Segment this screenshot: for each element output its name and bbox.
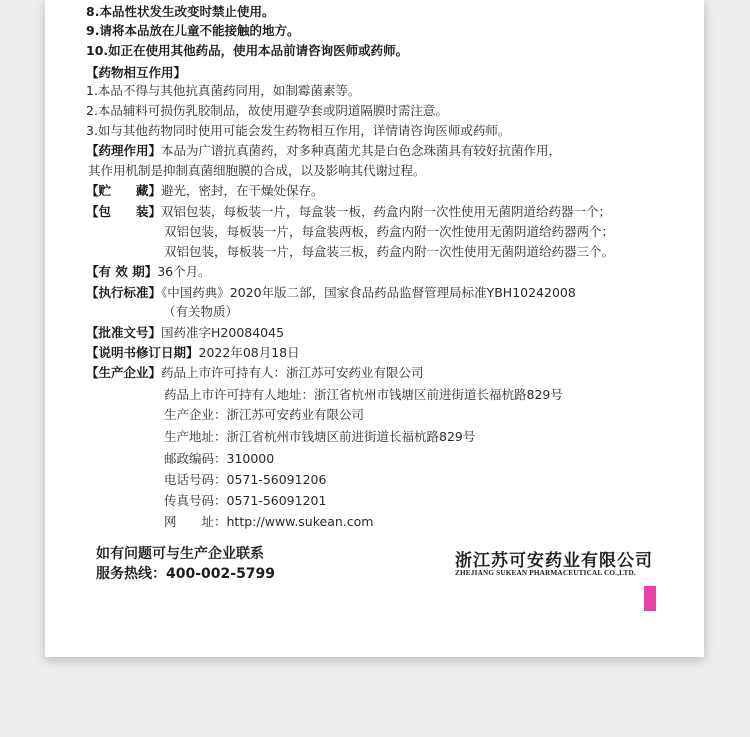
storage-row — [86, 182, 324, 200]
interaction-item-3: 3.如与其他药物同时使用可能会发生药物相互作用，详情请咨询医师或药师。 — [86, 123, 511, 138]
contact-note: 如有问题可与生产企业联系 — [96, 546, 264, 562]
approval-text: 国药准字H20084045 — [161, 325, 285, 340]
packaging-row — [86, 203, 611, 221]
manufacturer-heading: 【生产企业】 — [86, 365, 162, 380]
revision-row — [86, 344, 300, 362]
validity-heading: 【有 效 期】 — [86, 264, 158, 279]
manufacturer-line-6: 电话号码：0571-56091206 — [164, 472, 327, 487]
color-marker — [644, 586, 656, 611]
manufacturer-line-8: 网 址：http://www.sukean.com — [164, 514, 374, 529]
standard-text-2: （有关物质） — [163, 304, 239, 319]
precaution-9: 9.请将本品放在儿童不能接触的地方。 — [86, 23, 300, 38]
standard-heading: 【执行标准】 — [86, 285, 162, 300]
pharmacology-row — [86, 142, 561, 160]
revision-text: 2022年08月18日 — [198, 345, 300, 360]
manufacturer-line-2: 药品上市许可持有人地址：浙江省杭州市钱塘区前进街道长福杭路829号 — [164, 387, 563, 402]
pharmacology-heading: 【药理作用】 — [86, 143, 162, 158]
packaging-heading: 【包 装】 — [86, 204, 162, 219]
validity-row — [86, 263, 211, 281]
interaction-item-1: 1.本品不得与其他抗真菌药同用，如制霉菌素等。 — [86, 83, 361, 98]
storage-text: 避光，密封，在干燥处保存。 — [161, 183, 324, 198]
standard-text: 《中国药典》2020年版二部，国家食品药品监督管理局标准YBH10242008 — [161, 285, 576, 300]
pharmacology-text: 本品为广谱抗真菌药，对多种真菌尤其是白色念珠菌具有较好抗菌作用， — [161, 143, 562, 158]
storage-heading: 【贮 藏】 — [86, 183, 162, 198]
packaging-line-3: 双铝包装，每板装一片，每盒装三板，药盒内附一次性使用无菌阴道给药器三个。 — [164, 244, 615, 259]
approval-heading: 【批准文号】 — [86, 325, 162, 340]
packaging-line-2: 双铝包装，每板装一片，每盒装两板，药盒内附一次性使用无菌阴道给药器两个； — [164, 224, 615, 239]
interactions-heading: 【药物相互作用】 — [86, 65, 187, 80]
company-name-cn: 浙江苏可安药业有限公司 — [455, 551, 653, 571]
company-name-en: ZHEJIANG SUKEAN PHARMACEUTICAL CO.,LTD. — [455, 569, 636, 577]
precaution-8: 8.本品性状发生改变时禁止使用。 — [86, 4, 275, 19]
manufacturer-line-1: 药品上市许可持有人：浙江苏可安药业有限公司 — [161, 365, 424, 380]
revision-heading: 【说明书修订日期】 — [86, 345, 199, 360]
precaution-10: 10.如正在使用其他药品，使用本品前请咨询医师或药师。 — [86, 43, 409, 58]
standard-row — [86, 284, 576, 302]
validity-text: 36个月。 — [157, 264, 211, 279]
service-hotline: 服务热线：400-002-5799 — [96, 566, 276, 582]
approval-row — [86, 324, 284, 342]
manufacturer-line-4: 生产地址：浙江省杭州市钱塘区前进街道长福杭路829号 — [164, 429, 476, 444]
manufacturer-line-7: 传真号码：0571-56091201 — [164, 493, 327, 508]
packaging-line-1: 双铝包装，每板装一片，每盒装一板，药盒内附一次性使用无菌阴道给药器一个； — [161, 204, 612, 219]
interaction-item-2: 2.本品辅料可损伤乳胶制品，故使用避孕套或阴道隔膜时需注意。 — [86, 103, 448, 118]
manufacturer-line-5: 邮政编码：310000 — [164, 451, 275, 466]
manufacturer-line-3: 生产企业：浙江苏可安药业有限公司 — [164, 407, 365, 422]
manufacturer-row — [86, 364, 424, 382]
pharmacology-text-2: 其作用机制是抑制真菌细胞膜的合成，以及影响其代谢过程。 — [88, 163, 426, 178]
